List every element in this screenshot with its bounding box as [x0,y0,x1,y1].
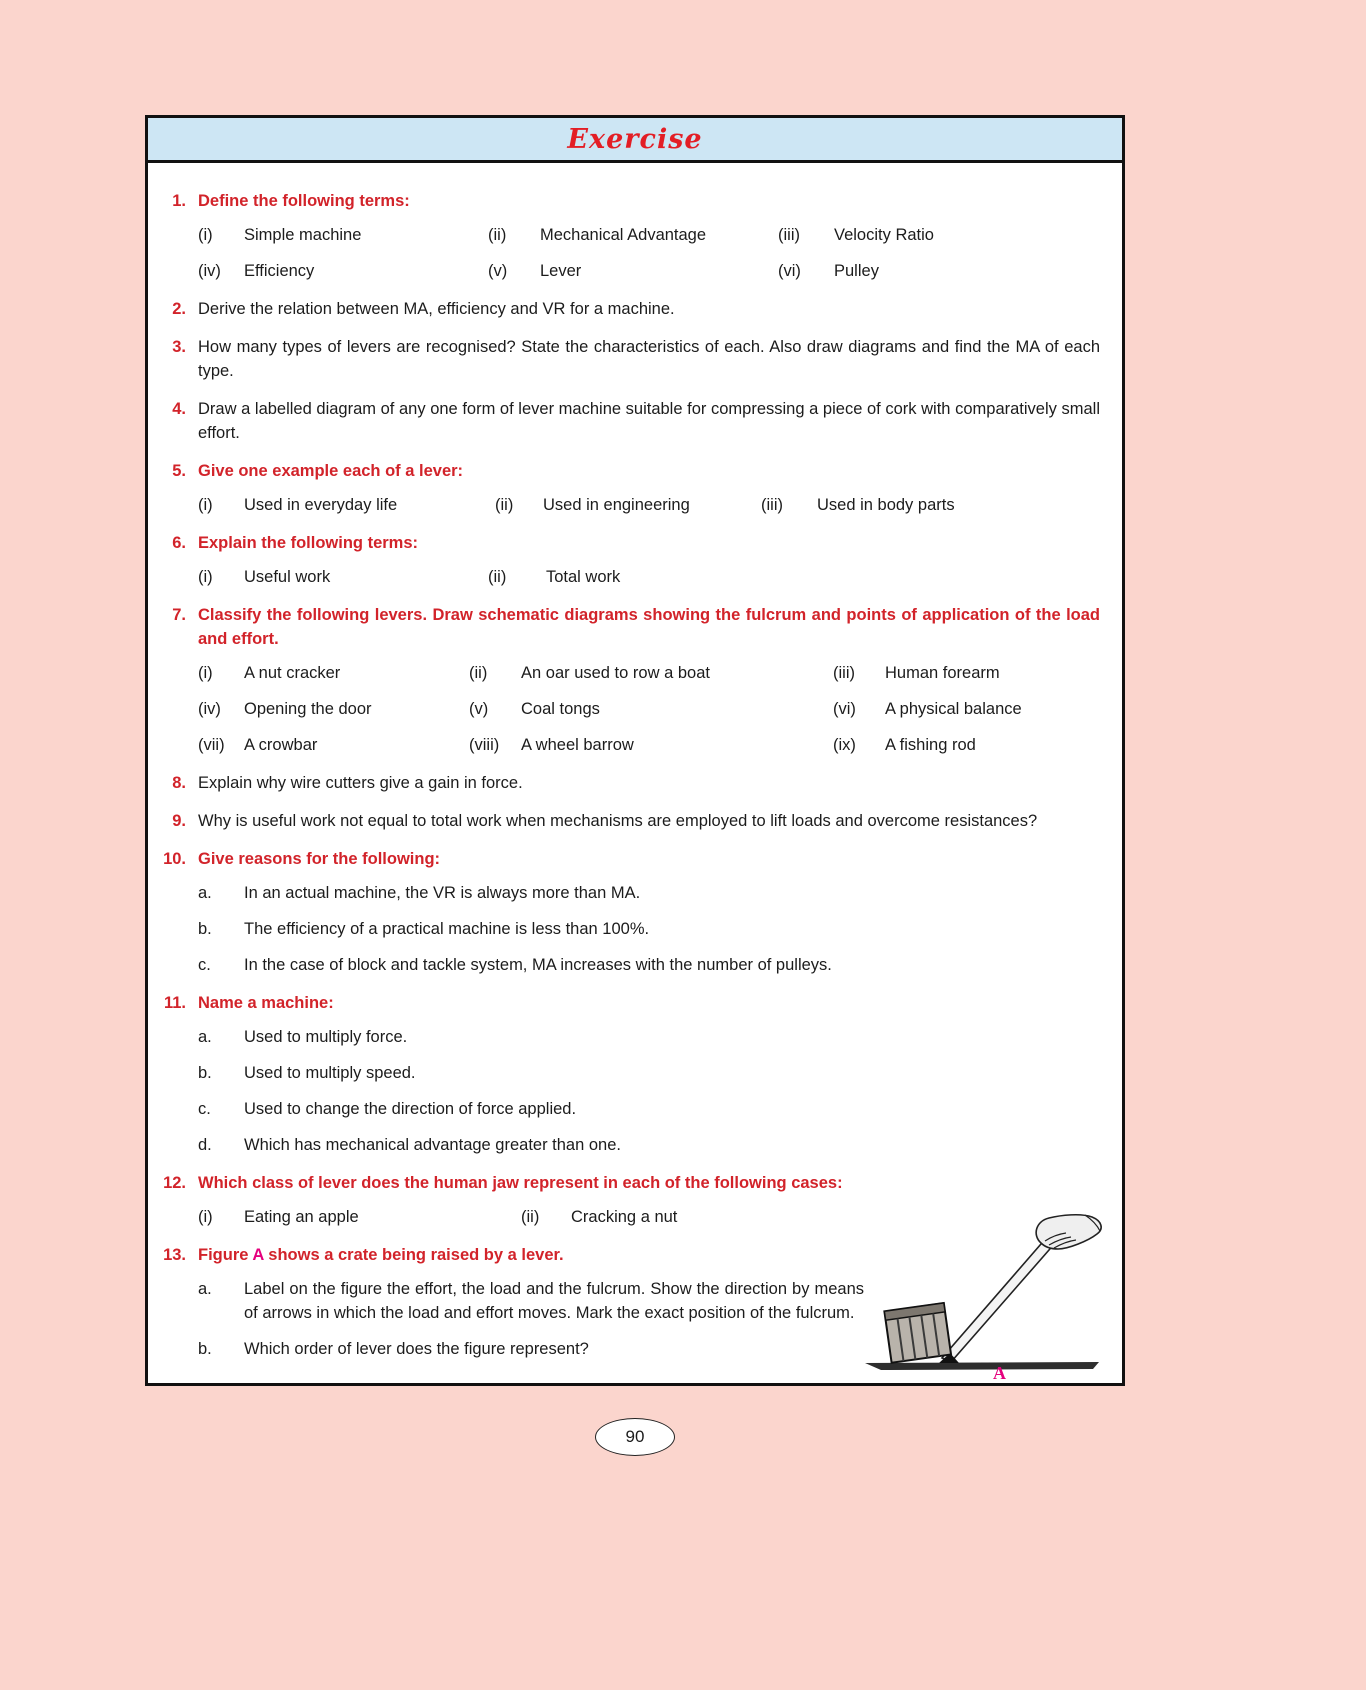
question-text: Classify the following levers. Draw schematic diagrams showing the fulcrum and points of application of the load and effort. [198,606,1100,648]
subitem-text: Used to change the direction of force applied. [244,1100,577,1118]
question-text: Define the following terms: [198,192,410,210]
subitem-label: b. [198,1340,212,1358]
subitem-label: (vi) [778,262,801,280]
subitem-label: (vii) [198,736,225,754]
question-11 [150,991,1106,1157]
question-text-suffix: shows a crate being raised by a lever. [263,1246,564,1264]
subitem-text: Simple machine [244,226,362,244]
question-number: 10. [163,850,186,868]
subitem-text: Label on the figure the effort, the load and the fulcrum. Show the direction by means of arrows in which the load and effort moves. Mark the exact position of the fulcrum. [244,1280,864,1322]
question-text: Why is useful work not equal to total work when mechanisms are employed to lift loads and overcome resistances? [198,812,1038,830]
question-4 [150,397,1106,445]
subitem-text: In an actual machine, the VR is always more than MA. [244,884,641,902]
question-text: Explain the following terms: [198,534,419,552]
question-1 [150,189,1106,283]
question-7 [150,603,1106,757]
subitem-list [198,881,1100,977]
subitem-label: (v) [488,262,508,280]
question-text: Explain why wire cutters give a gain in force. [198,774,523,792]
subitem-label: (ii) [469,664,488,682]
question-9 [150,809,1106,833]
question-number: 4. [172,400,186,418]
subitem-text: Used in engineering [543,496,690,514]
subitem-text: The efficiency of a practical machine is less than 100%. [244,920,650,938]
question-text: Which class of lever does the human jaw represent in each of the following cases: [198,1174,843,1192]
subitem-text: Used in everyday life [244,496,398,514]
subitem-label: (iii) [761,496,783,514]
subitem-list [198,1025,1100,1157]
question-5 [150,459,1106,517]
subitem-text: Opening the door [244,700,372,718]
question-text-prefix: Figure [198,1246,253,1264]
question-number: 13. [163,1246,186,1264]
subitem-text: Human forearm [885,664,1000,682]
subitem-grid [198,223,1100,283]
subitem-text: Used in body parts [817,496,955,514]
question-text: Derive the relation between MA, efficiency and VR for a machine. [198,300,675,318]
subitem-text: A physical balance [885,700,1022,718]
subitem-label: c. [198,956,211,974]
subitem-label: (iv) [198,700,221,718]
subitem-label: (vi) [833,700,856,718]
subitem-label: (ix) [833,736,856,754]
subitem-text: Which order of lever does the figure represent? [244,1340,589,1358]
subitem-text: In the case of block and tackle system, MA increases with the number of pulleys. [244,956,832,974]
subitem-label: (i) [198,568,213,586]
subitem-label: a. [198,884,212,902]
subitem-text: Lever [540,262,582,280]
question-6 [150,531,1106,589]
subitem-text: Used to multiply speed. [244,1064,416,1082]
subitem-grid [198,661,1100,757]
subitem-label: (ii) [495,496,514,514]
subitem-text: Efficiency [244,262,315,280]
subitem-text: Mechanical Advantage [540,226,707,244]
question-number: 2. [172,300,186,318]
lever-crate-figure [855,1213,1110,1388]
question-2 [150,297,1106,321]
question-text: Draw a labelled diagram of any one form of lever machine suitable for compressing a piece of cork with comparatively small effort. [198,400,1100,442]
question-number: 9. [172,812,186,830]
subitem-label: a. [198,1028,212,1046]
subitem-label: (iii) [778,226,800,244]
question-number: 3. [172,338,186,356]
question-3 [150,335,1106,383]
question-10 [150,847,1106,977]
question-number: 11. [163,994,186,1012]
question-8 [150,771,1106,795]
page-number-badge [595,1418,675,1456]
subitem-label: (i) [198,664,213,682]
subitem-label: (iii) [833,664,855,682]
question-text: Give reasons for the following: [198,850,441,868]
subitem-text: A nut cracker [244,664,341,682]
subitem-label: (i) [198,496,213,514]
question-number: 8. [172,774,186,792]
question-text: Name a machine: [198,994,334,1012]
exercise-panel [145,115,1125,1386]
question-text: How many types of levers are recognised? State the characteristics of each. Also draw diagrams and find the MA of each type. [198,338,1100,380]
subitem-label: (ii) [521,1208,540,1226]
question-number: 7. [172,606,186,624]
subitem-grid [198,493,1100,517]
question-text: Give one example each of a lever: [198,462,464,480]
subitem-text: An oar used to row a boat [521,664,710,682]
question-number: 6. [172,534,186,552]
subitem-label: (i) [198,1208,213,1226]
figure-label: A [993,1363,1006,1383]
figure-reference: A [252,1246,264,1264]
exercise-header [148,118,1122,163]
exercise-content [148,163,1122,1383]
subitem-label: (v) [469,700,489,718]
page-number: 90 [625,1427,645,1446]
subitem-label: (ii) [488,568,507,586]
subitem-text: A wheel barrow [521,736,634,754]
lever-crate-illustration [855,1213,1110,1378]
subitem-text: Useful work [244,568,331,586]
subitem-text: Velocity Ratio [834,226,934,244]
subitem-label: c. [198,1100,211,1118]
subitem-label: (i) [198,226,213,244]
subitem-label: b. [198,1064,212,1082]
subitem-label: (ii) [488,226,507,244]
subitem-text: Coal tongs [521,700,600,718]
subitem-text: Used to multiply force. [244,1028,408,1046]
subitem-text: Pulley [834,262,879,280]
subitem-text: A fishing rod [885,736,976,754]
subitem-text: Total work [546,568,621,586]
subitem-text: Eating an apple [244,1208,359,1226]
subitem-label: a. [198,1280,212,1298]
page-footer [145,1418,1125,1456]
subitem-label: d. [198,1136,212,1154]
subitem-text: Which has mechanical advantage greater than one. [244,1136,621,1154]
question-13 [150,1243,1106,1383]
subitem-label: b. [198,920,212,938]
question-number: 12. [163,1174,186,1192]
subitem-text: A crowbar [244,736,318,754]
subitem-label: (viii) [469,736,500,754]
exercise-title: Exercise [567,123,703,155]
subitem-text: Cracking a nut [571,1208,678,1226]
question-number: 5. [172,462,186,480]
subitem-grid [198,565,1100,589]
question-number: 1. [172,192,186,210]
subitem-label: (iv) [198,262,221,280]
